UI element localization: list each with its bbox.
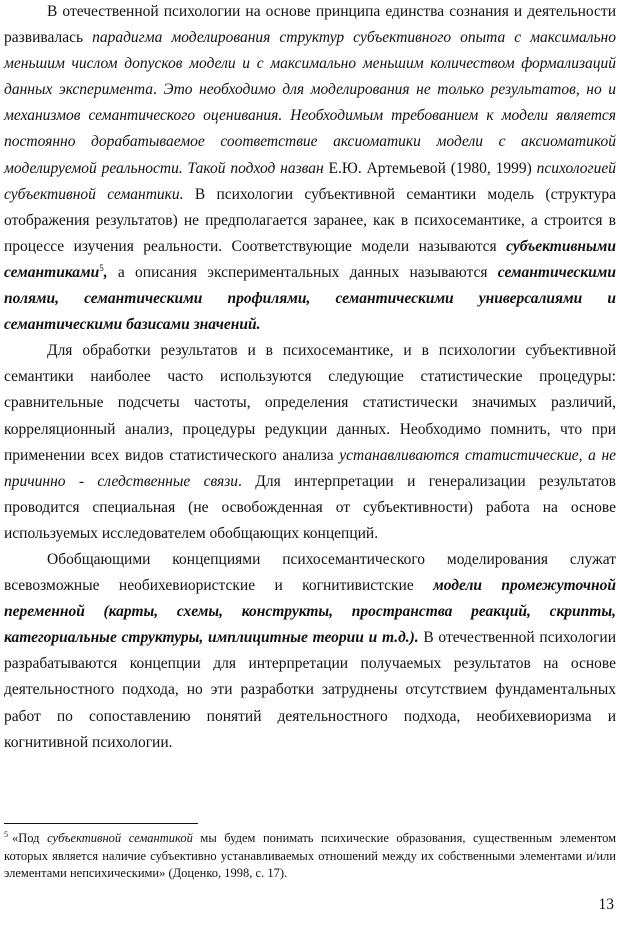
text-run: . Для интерпретации и генерализации результатов проводится специальная (не освобожденная от субъективности) работа на основе используемых исследователем обобщающих концепций. [4,472,617,542]
text-run: мы будем понимать психические образования, существенным элементом которых является наличие субъективно устанавливаемых отношений между их собственными элементами и/или элементами непсихическими» (Доценко, 1998, с. 17). [4,831,616,880]
footnote-reference: 5 [99,262,104,273]
text-run: Е.Ю. Артемьевой (1980, 1999) [323,159,537,177]
text-run: . [153,81,164,99]
page-number: 13 [598,896,614,913]
bold-italic-term: семантическими полями, семантическими профилями, семантическими универсалиями и семантическими базисами значений. [4,263,616,334]
italic-run: психологией субъективной семантики. [4,159,616,203]
paragraph-2 [4,338,616,547]
footnote [4,830,616,883]
text-run: В отечественной психологии на основе принципа единства сознания и деятельности развивалась [4,3,616,47]
bold-italic-term: , [103,263,108,281]
text-run: В отечественной психологии разрабатываются концепции для интерпретации получаемых результатов на основе деятельностного подхода, но эти разработки затруднены отсутствием фундаментальных работ по сопоставлению понятий деятельностного подхода, необихевиоризма и когнитивной психологии. [4,629,617,751]
text-run: а описания экспериментальных данных называются [107,263,498,281]
footnote-mark: 5 [4,829,8,839]
text-run: «Под [12,831,48,845]
text-run: В психологии субъективной семантики модель (структура отображения результатов) не предполагается заранее, как в психосемантике, а строится в процессе изучения реальности. Соответствующие модели называются [4,185,616,255]
text-run: Для обработки результатов и в психосемантике, и в психологии субъективной семантики наиболее часто используются следующие статистические процедуры: сравнительные подсчеты частоты, определения статистически значимых различий, корреляционный анализ, процедуры редукции данных. Необходимо помнить, что при применении всех видов статистического анализа [4,342,616,464]
paragraph-1 [4,0,616,338]
body-text [4,0,616,756]
footnote-divider [4,823,198,824]
bold-italic-term: субъективными семантиками [4,237,616,281]
italic-run: парадигма моделирования структур субъективного опыта с максимально меньшим числом допусков модели и с максимально меньшим количеством формализаций данных эксперимента [4,29,616,99]
italic-run: устанавливаются статистические, а не причинно - следственные связи [4,446,617,490]
bold-italic-term: модели промежуточной переменной (карты, схемы, конструкты, пространства реакций, скрипты, категориальные структуры, имплицитные теории и т.д.). [4,577,616,647]
italic-run: Это необходимо для моделирования не только результатов, но и механизмов семантического оценивания. Необходимым требованием к модели является постоянно дорабатываемое соответствие аксиоматики модели с аксиоматикой моделируемой реальности. Такой подход назван [4,81,616,177]
paragraph-3 [4,547,616,756]
text-run: Обобщающими концепциями психосемантического моделирования служат всевозможные необихевиористские и когнитивистские [4,550,616,595]
italic-run: субъективной семантикой [47,831,193,845]
